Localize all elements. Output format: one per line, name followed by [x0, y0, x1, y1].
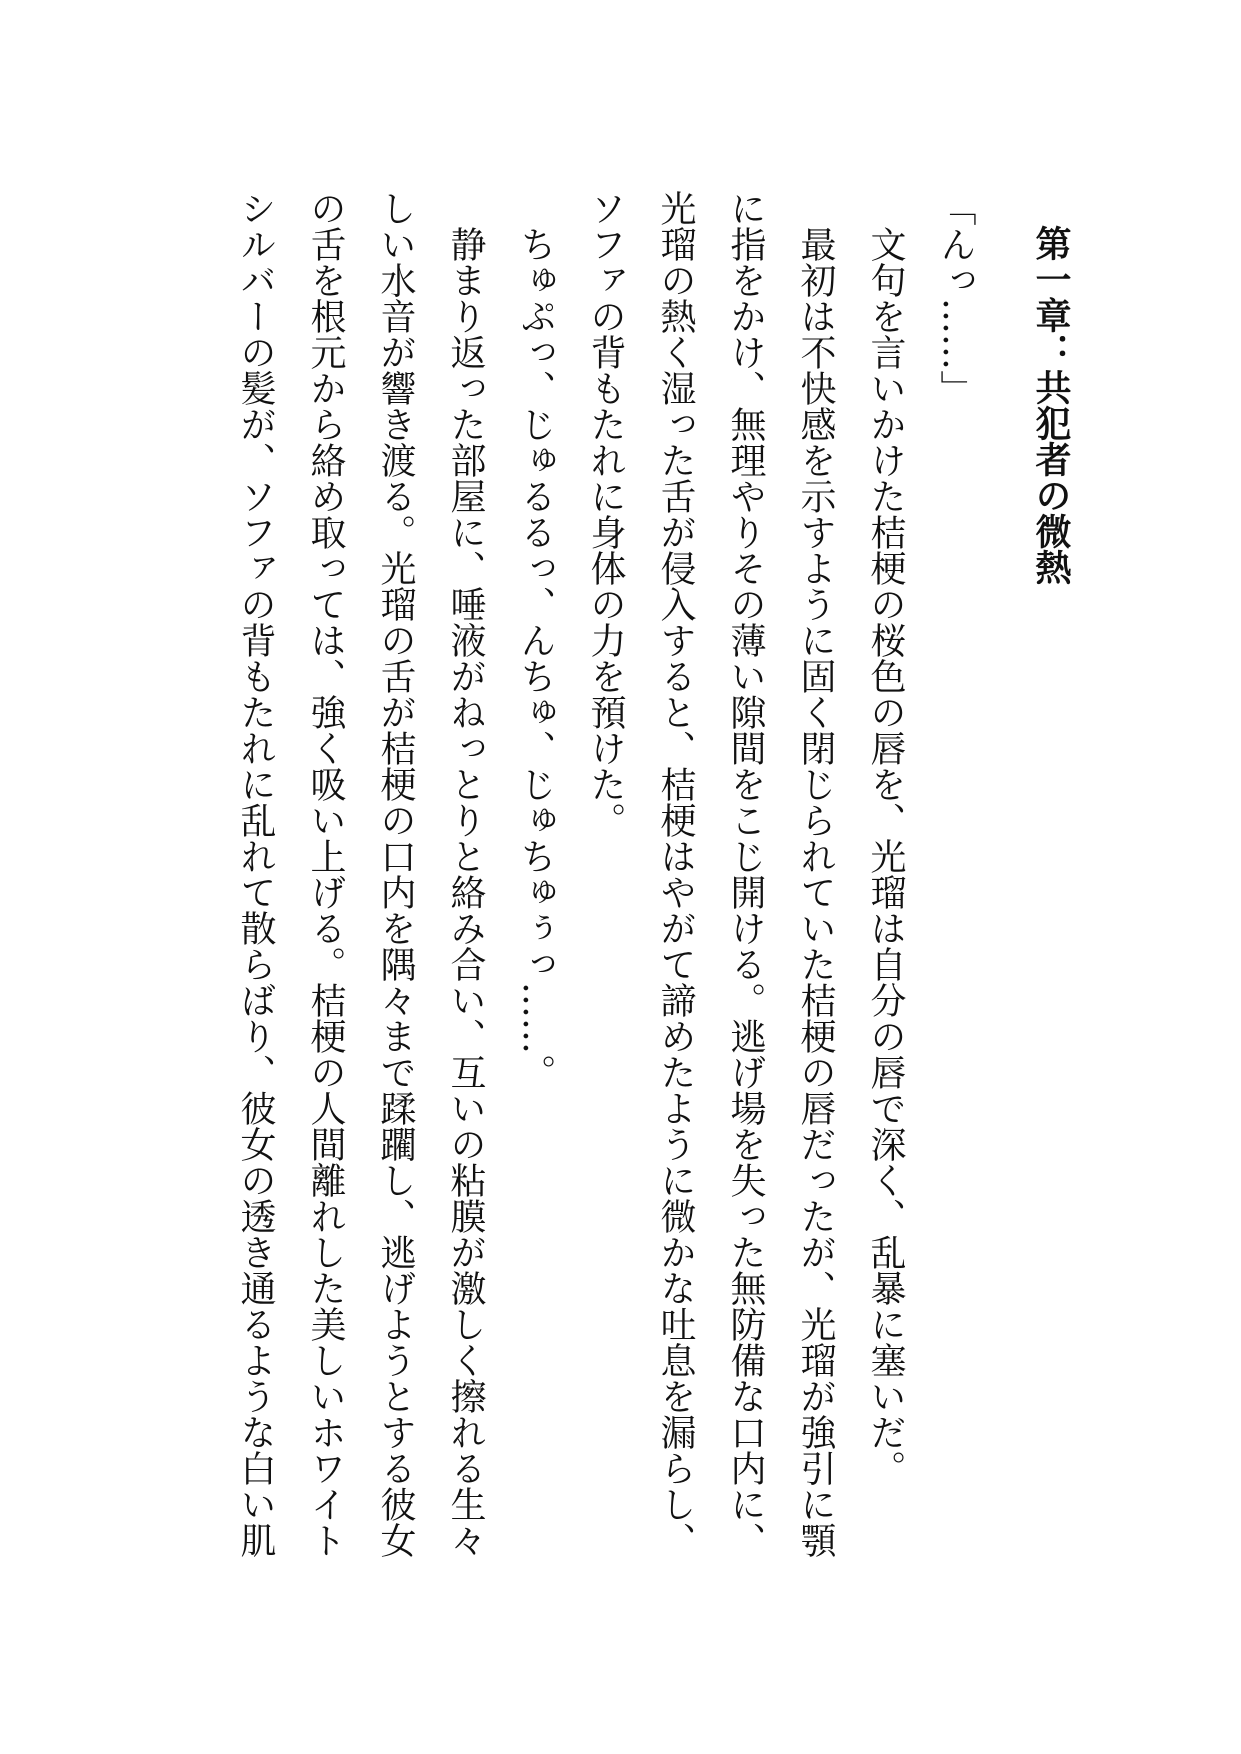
text-line: 文句を言いかけた桔梗の桜色の唇を、光瑠は自分の唇で深く、乱暴に塞いだ。 — [865, 226, 906, 1486]
text-line: 「んっ……」 — [935, 190, 976, 406]
text-line: ソファの背もたれに身体の力を預けた。 — [585, 190, 626, 838]
text-line: 光瑠の熱く湿った舌が侵入すると、桔梗はやがて諦めたように微かな吐息を漏らし、 — [655, 190, 696, 1558]
text-line: シルバーの髪が、ソファの背もたれに乱れて散らばり、彼女の透き通るような白い肌 — [235, 190, 276, 1558]
text-line: 静まり返った部屋に、唾液がねっとりと絡み合い、互いの粘膜が激しく擦れる生々 — [445, 226, 486, 1558]
text-line: ちゅぷっ、じゅるるっ、んちゅ、じゅちゅぅっ……。 — [515, 226, 556, 1090]
text-line: の舌を根元から絡め取っては、強く吸い上げる。桔梗の人間離れした美しいホワイト — [305, 190, 346, 1558]
text-line: しい水音が響き渡る。光瑠の舌が桔梗の口内を隅々まで蹂躙し、逃げようとする彼女 — [375, 190, 416, 1558]
text-line: 最初は不快感を示すように固く閉じられていた桔梗の唇だったが、光瑠が強引に顎 — [795, 226, 836, 1558]
text-line: に指をかけ、無理やりその薄い隙間をこじ開ける。逃げ場を失った無防備な口内に、 — [725, 190, 766, 1558]
body-text — [220, 190, 990, 1558]
chapter-title: 第一章：共犯者の微熱 — [1030, 225, 1072, 585]
